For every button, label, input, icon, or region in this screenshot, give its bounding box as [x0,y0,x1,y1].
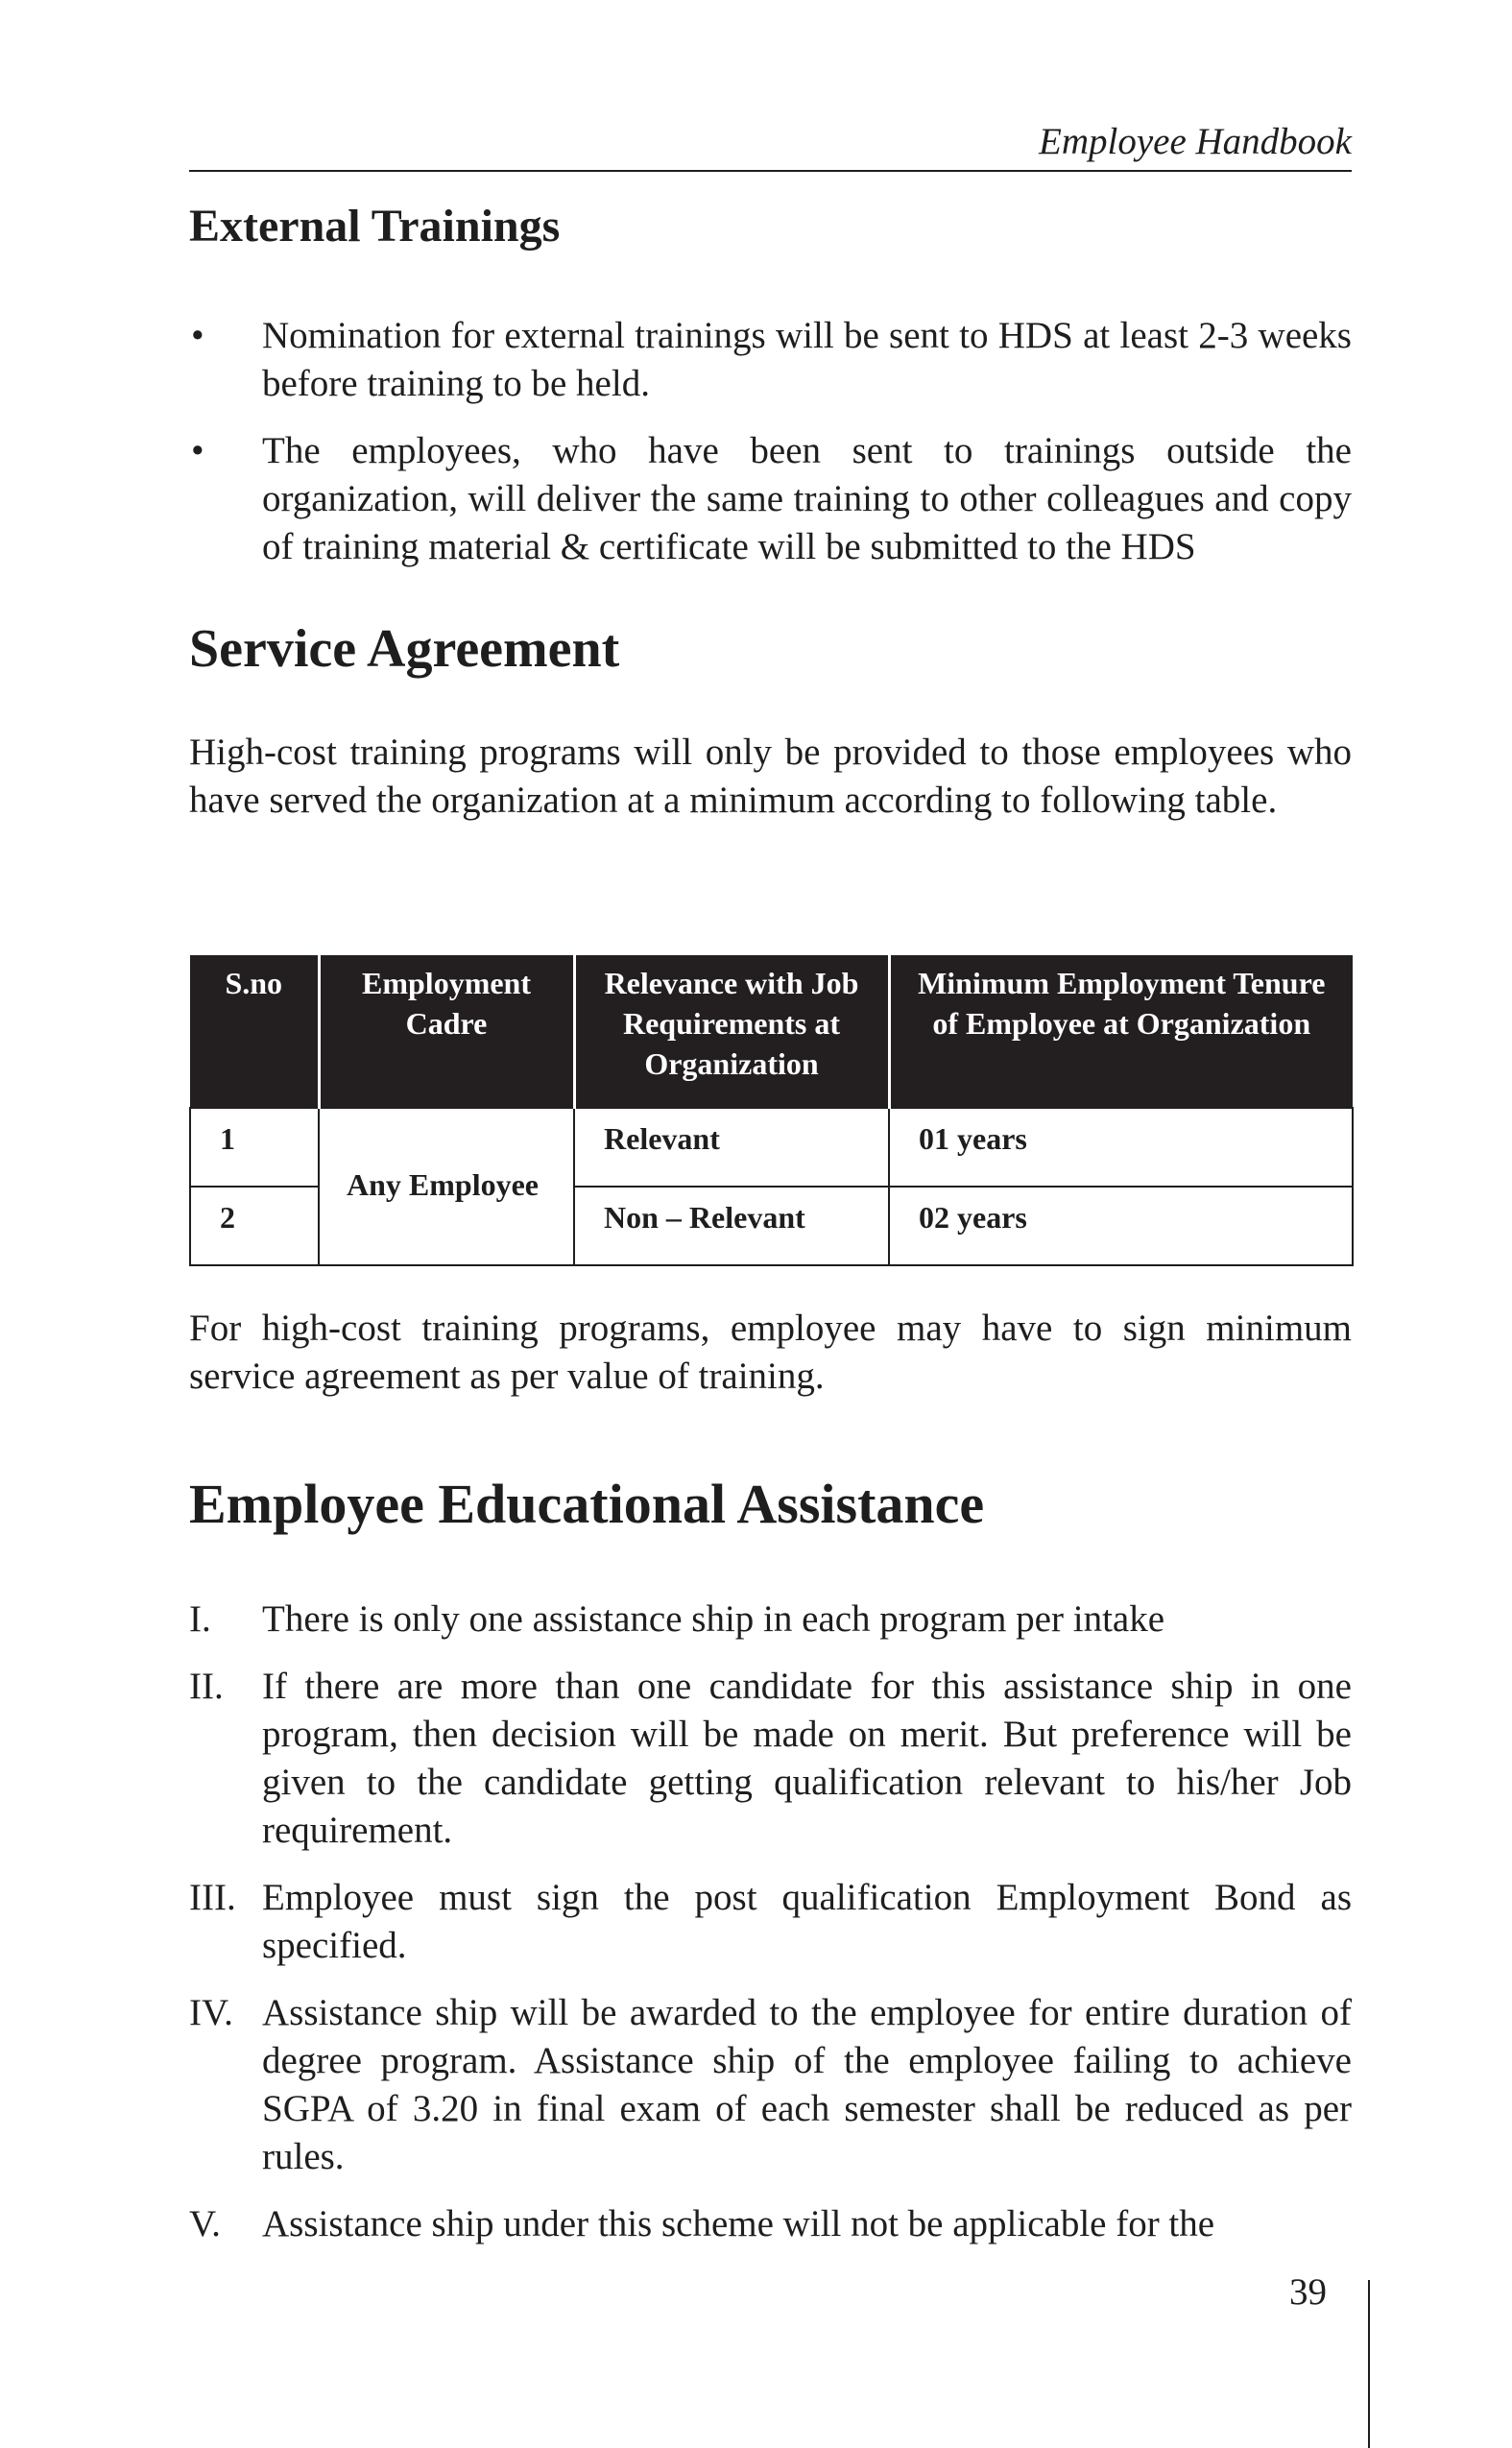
page-number: 39 [1289,2271,1327,2313]
list-item [189,2200,1352,2248]
educational-assistance-heading: Employee Educational Assistance [189,1473,985,1535]
educational-assistance-list [189,1596,1352,2268]
roman-numeral-marker: V. [189,2203,221,2244]
roman-numeral-marker: IV. [189,1992,233,2033]
service-agreement-footnote: For high-cost training programs, employee may have to sign minimum service agreement as per value of training. [189,1308,1352,1397]
page-edge-rule [1368,2280,1370,2448]
list-item [189,1989,1352,2181]
list-item [189,1874,1352,1970]
list-item-text: There is only one assistance ship in each program per intake [262,1598,1165,1640]
cell-relevance: Non – Relevant [574,1187,889,1265]
header-rule [189,170,1352,172]
list-item [189,312,1352,408]
table-row [190,1108,1353,1187]
table-header-row [190,955,1353,1108]
list-item-text: The employees, who have been sent to trainings outside the organization, will deliver the same training to other colleagues and copy of training material & certificate will be submitted to the HDS [262,430,1352,567]
running-header: Employee Handbook [1039,121,1352,162]
column-header-cadre: Employment Cadre [319,955,574,1108]
column-header-sno: S.no [190,955,319,1108]
list-item-text: Nomination for external trainings will be sent to HDS at least 2-3 weeks before training to be held. [262,315,1352,404]
roman-numeral-marker: II. [189,1666,224,1707]
cell-tenure: 02 years [889,1187,1353,1265]
list-item [189,1663,1352,1855]
list-item-text: Assistance ship under this scheme will not be applicable for the [262,2203,1215,2244]
cell-cadre: Any Employee [319,1108,574,1265]
column-header-relevance: Relevance with Job Requirements at Organization [574,955,889,1108]
bullet-marker: • [191,430,204,471]
service-agreement-table [189,955,1354,1266]
list-item [189,1596,1352,1644]
cell-sno: 2 [190,1187,319,1265]
service-agreement-heading: Service Agreement [189,619,620,679]
external-trainings-heading: External Trainings [189,201,561,252]
list-item [189,427,1352,571]
cell-relevance: Relevant [574,1108,889,1187]
list-item-text: Employee must sign the post qualification Employment Bond as specified. [262,1877,1352,1966]
bullet-marker: • [191,315,204,356]
external-trainings-list [189,312,1352,590]
roman-numeral-marker: I. [189,1598,211,1640]
column-header-tenure: Minimum Employment Tenure of Employee at Organization [889,955,1353,1108]
cell-tenure: 01 years [889,1108,1353,1187]
cell-sno: 1 [190,1108,319,1187]
roman-numeral-marker: III. [189,1877,236,1918]
list-item-text: If there are more than one candidate for this assistance ship in one program, then decision will be made on merit. But preference will be given to the candidate getting qualification relevant to his/her Job requirement. [262,1666,1352,1851]
service-agreement-intro: High-cost training programs will only be provided to those employees who have served the organization at a minimum according to following table. [189,732,1352,821]
list-item-text: Assistance ship will be awarded to the employee for entire duration of degree program. Assistance ship of the employee failing to achieve SGPA of 3.20 in final exam of each semester shall be reduced as per rules. [262,1992,1352,2177]
